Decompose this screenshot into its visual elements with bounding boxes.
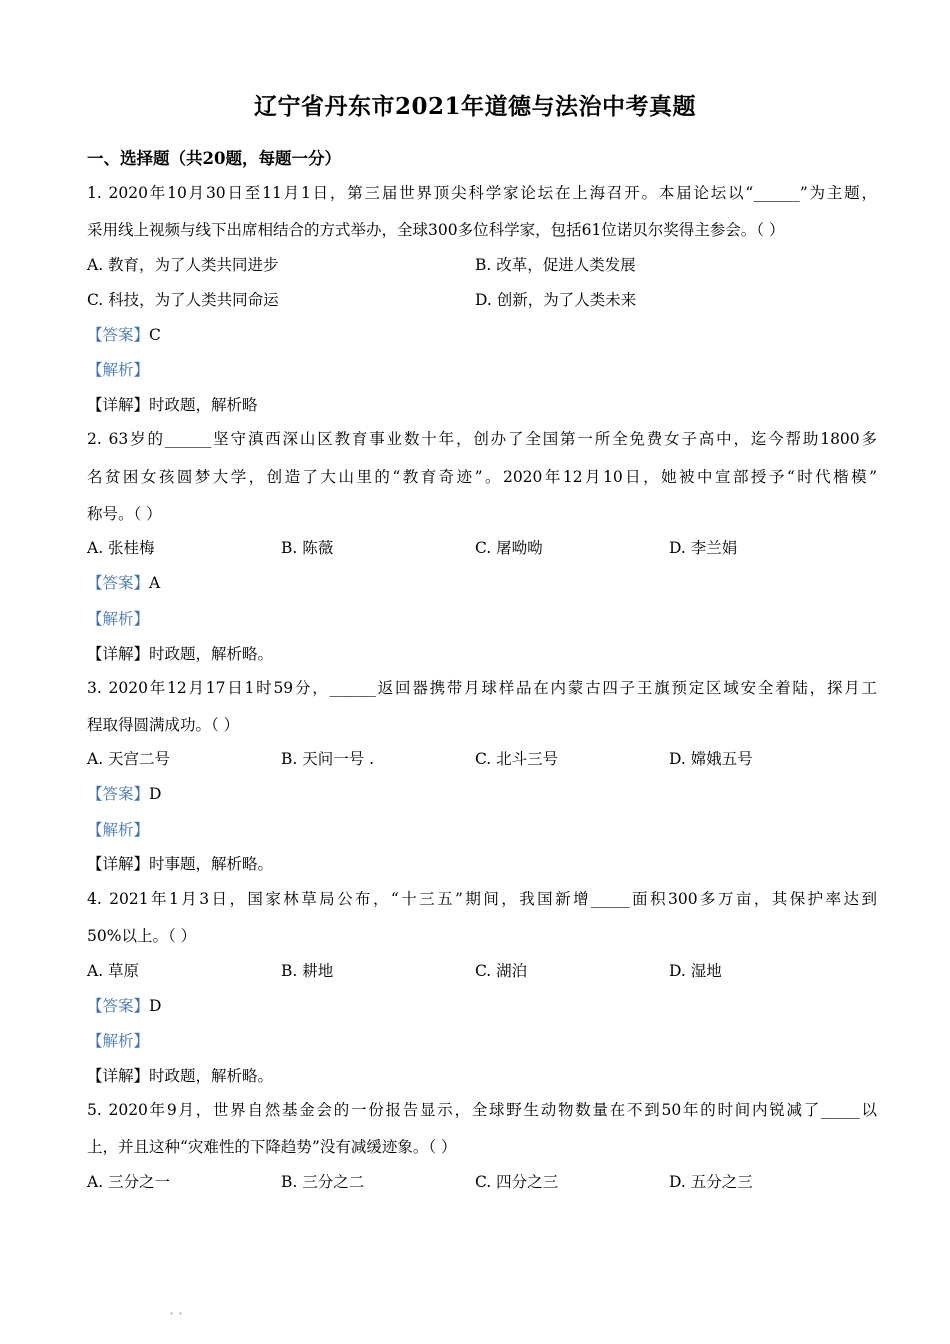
q3-analysis-label: 【解析】: [87, 821, 150, 839]
detail-label: 【详解】: [87, 396, 150, 414]
q1-option-d: D. 创新，为了人类未来: [475, 291, 637, 309]
answer-label: 【答案】: [87, 574, 150, 592]
q5-stem-line-2: 上，并且这种“灾难性的下降趋势”没有减缓迹象。（ ）: [87, 1138, 457, 1156]
q4-stem-line-1: 4. 2021年1月3日，国家林草局公布，“十三五”期间，我国新增_____面积300多万亩，其保护率达到: [87, 890, 877, 908]
q5-option-a: A. 三分之一: [87, 1173, 171, 1191]
q2-stem-line-2: 名贫困女孩圆梦大学，创造了大山里的“教育奇迹”。2020年12月10日，她被中宣部授予“时代楷模”: [87, 468, 877, 486]
footer-dots-decoration: [170, 1300, 210, 1306]
q4-option-d: D. 湿地: [669, 962, 722, 980]
q3-stem-line-1: 3. 2020年12月17日1时59分，______返回器携带月球样品在内蒙古四子王旗预定区域安全着陆，探月工: [87, 679, 877, 697]
detail-text: 时政题，解析略。: [149, 645, 274, 663]
q3-option-d: D. 嫦娥五号: [669, 750, 753, 768]
q1-option-b: B. 改革，促进人类发展: [475, 256, 636, 274]
section-heading: 一、选择题（共20题，每题一分）: [87, 149, 341, 168]
q2-stem-line-3: 称号。（ ）: [87, 505, 162, 523]
q1-stem-line-1: 1. 2020年10月30日至11月1日，第三届世界顶尖科学家论坛在上海召开。本届论坛以“______”为主题，: [87, 184, 877, 202]
q2-analysis-label: 【解析】: [87, 610, 150, 628]
answer-value: D: [149, 785, 162, 803]
detail-label: 【详解】: [87, 855, 150, 873]
q5-stem-line-1: 5. 2020年9月，世界自然基金会的一份报告显示，全球野生动物数量在不到50年的时间内锐减了_____以: [87, 1101, 877, 1119]
detail-text: 时政题，解析略: [149, 396, 258, 414]
detail-text: 时事题，解析略。: [149, 855, 274, 873]
detail-text: 时政题，解析略。: [149, 1067, 274, 1085]
answer-value: D: [149, 997, 162, 1015]
q4-answer: [87, 995, 161, 1017]
q2-option-d: D. 李兰娟: [669, 539, 738, 557]
q2-detail: [87, 643, 273, 665]
answer-label: 【答案】: [87, 785, 150, 803]
page-title: 辽宁省丹东市2021年道德与法治中考真题: [253, 93, 696, 120]
q5-option-d: D. 五分之三: [669, 1173, 753, 1191]
answer-label: 【答案】: [87, 326, 150, 344]
q3-detail: [87, 853, 273, 875]
q2-answer: [87, 572, 160, 594]
answer-label: 【答案】: [87, 997, 150, 1015]
answer-value: C: [149, 326, 161, 344]
detail-label: 【详解】: [87, 645, 150, 663]
q3-option-c: C. 北斗三号: [475, 750, 559, 768]
q1-analysis-label: 【解析】: [87, 361, 150, 379]
q3-option-a: A. 天宫二号: [87, 750, 171, 768]
q5-option-b: B. 三分之二: [281, 1173, 365, 1191]
q3-option-b: B. 天问一号 .: [281, 750, 375, 768]
q3-answer: [87, 783, 161, 805]
q4-analysis-label: 【解析】: [87, 1032, 150, 1050]
q1-detail: [87, 394, 258, 416]
q4-option-a: A. 草原: [87, 962, 140, 980]
q2-option-a: A. 张桂梅: [87, 539, 155, 557]
q1-answer: [87, 324, 161, 346]
q3-stem-line-2: 程取得圆满成功。（ ）: [87, 716, 240, 734]
q2-option-b: B. 陈薇: [281, 539, 334, 557]
answer-value: A: [149, 574, 161, 592]
q4-option-b: B. 耕地: [281, 962, 334, 980]
q2-option-c: C. 屠呦呦: [475, 539, 543, 557]
q5-option-c: C. 四分之三: [475, 1173, 559, 1191]
q4-detail: [87, 1065, 273, 1087]
q1-option-a: A. 教育，为了人类共同进步: [87, 256, 279, 274]
q1-option-c: C. 科技，为了人类共同命运: [87, 291, 279, 309]
q4-option-c: C. 湖泊: [475, 962, 528, 980]
detail-label: 【详解】: [87, 1067, 150, 1085]
q4-stem-line-2: 50%以上。（ ）: [87, 927, 197, 945]
q2-stem-line-1: 2. 63岁的______坚守滇西深山区教育事业数十年，创办了全国第一所全免费女子高中，迄今帮助1800多: [87, 430, 877, 448]
q1-stem-line-2: 采用线上视频与线下出席相结合的方式举办，全球300多位科学家，包括61位诺贝尔奖得主参会。（ ）: [87, 221, 785, 239]
